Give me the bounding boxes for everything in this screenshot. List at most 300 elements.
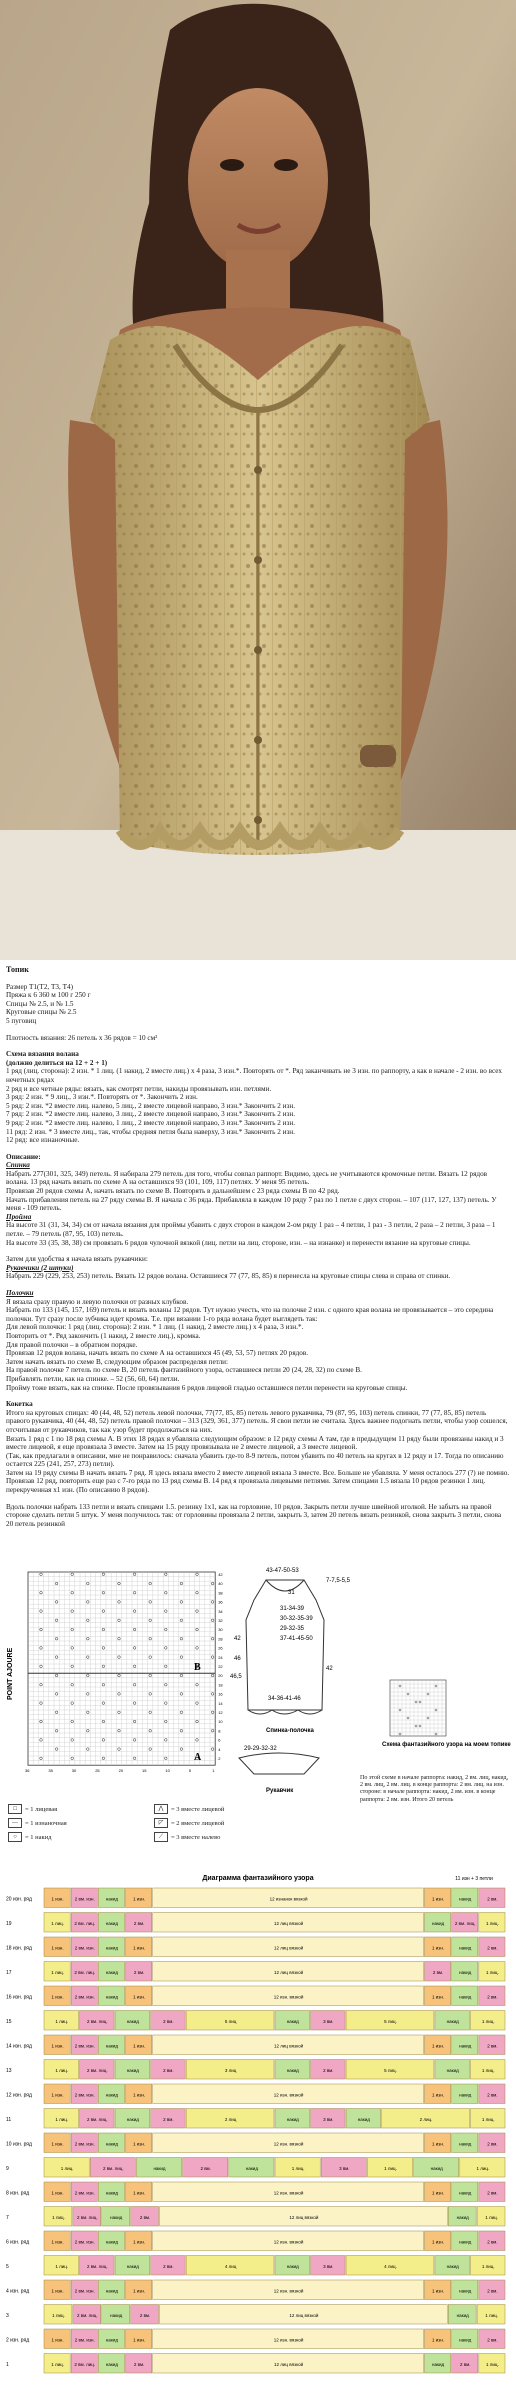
pattern-cell-label: 1 лиц. [55, 2067, 69, 2073]
pattern-cell-label: 1 лиц. [51, 1969, 64, 1975]
pattern-cell-label: 1 изн. [133, 2092, 146, 2098]
pattern-cell-label: накид [105, 2288, 118, 2294]
pattern-row-label: 11 [6, 2116, 12, 2123]
pattern-rows [6, 1888, 505, 2373]
pattern-cell-label: 2 вм. лиц. [86, 2116, 108, 2122]
sleeve-caption: Рукавчик [266, 1788, 294, 1794]
pattern-cell-label: 1 лиц. [481, 2018, 495, 2024]
col-number: 25 [95, 1768, 100, 1774]
pattern-cell-label: 2 вм. изн. [74, 1994, 95, 2000]
pattern-cell-label: 5 лиц [224, 2018, 237, 2024]
pattern-cell-label: 12 изн. вязкой [273, 2288, 304, 2294]
pattern-cell-label: 2 вм. лиц. [76, 2312, 98, 2318]
pattern-row-label: 3 [6, 2312, 9, 2319]
schematic-num: 42 [234, 1636, 241, 1642]
pattern-cell-label: 12 лиц вязкой [274, 2043, 304, 2049]
pattern-row-label: 14 изн. ряд [6, 2043, 32, 2050]
meta-line: Круговые спицы № 2.5 [6, 1008, 77, 1017]
fronts-heading: Полочки [6, 1289, 34, 1297]
pattern-cell-label: 2 вм. изн. [74, 2239, 95, 2245]
pattern-cell-label: накид [456, 2312, 469, 2318]
legend-symbol: ⟋ [154, 1832, 168, 1842]
pattern-cell-label: накид [459, 2092, 472, 2098]
pattern-cell-label: 2 вм. изн. [74, 2337, 95, 2343]
schematic-num: 31 [288, 1590, 295, 1596]
pattern-cell-label: 1 изн. [432, 1896, 445, 1902]
pattern-cell-label: 1 изн. [432, 2288, 445, 2294]
pattern-cell-label: накид [459, 1945, 472, 1951]
row-number: 4 [218, 1746, 221, 1752]
pattern-cell-label: 3 вм. [323, 2018, 334, 2024]
pattern-cell-label: 4 лиц. [384, 2263, 397, 2269]
pattern-cell-label: накид [456, 2214, 469, 2220]
pattern-svg [4, 1870, 512, 2385]
pattern-cell-label: 2 вм. [432, 1969, 444, 1975]
pattern-cell-label: накид [245, 2165, 258, 2171]
pattern-cell-label: 4 лиц [224, 2263, 237, 2269]
sleeves-intro: Затем для удобства я начала вязать рукавчики: [6, 1255, 148, 1264]
wave-line: 2 ряд и все четные ряды: вязать, как смотрят петли, накиды провязывать изн. петлями. [6, 1084, 272, 1093]
pattern-cell-label: 1 изн. [133, 2043, 146, 2049]
legend-item [8, 1804, 57, 1814]
yoke-line: Вязать 1 ряд с 1 по 18 ряд схемы А. В этих 18 рядах я убавляла следующим образом: в 12 ряду схемы А там, где в предыдущем 11 ряду были провязаны накид и 3 вместе лицевой, я еще провязала 3 вместе. Затем на 15 ряду провязывала не 2 вместе лицевой, а 3 вместе лицевой. [6, 1434, 504, 1452]
pattern-cell-label: 2 вм. изн. [74, 2288, 95, 2294]
pattern-cell-label: 2 вм. [487, 1896, 498, 1902]
document-title: Топик [6, 965, 29, 974]
wave-heading: Схема вязания волана [6, 1050, 79, 1059]
pattern-row-label: 2 изн. ряд [6, 2337, 30, 2344]
pattern-cell-label: 1 изн. [51, 2190, 64, 2196]
pattern-cell-label: накид [126, 2067, 139, 2073]
yoke-line: Итого на круговых спицах: 40 (44, 48, 52) петель левой полочки, 77(77, 85, 85) петель левого рукавчика, 79 (87, 95, 103) петель спинки, 77 (77, 85, 85) петель правого рукавчика, 40 (44, 48, 52) петель правой полочки – 313 (329, 361, 377) петель. Я свои петли не считала. Здесь важнее подогнать петли, чтобы узор сошелся, отсчитывая от рукавчиков, так как узор будет продолжаться на них. [6, 1408, 508, 1434]
fancy-pattern-diagram [4, 1870, 512, 2385]
pattern-cell-label: накид [105, 1969, 118, 1975]
pattern-cell-label: 1 изн. [133, 2190, 146, 2196]
pattern-cell-label: 3 вм. [323, 2116, 334, 2122]
pattern-cell-label: накид [446, 2018, 459, 2024]
pattern-cell-label: 1 изн. [51, 2239, 64, 2245]
row-number: 2 [218, 1756, 221, 1761]
pattern-cell-label: 1 изн. [51, 2141, 64, 2147]
yoke-line: Затем на 19 ряду схемы В начать вязать 7 ряд. Я здесь вязала вместо 2 вместе лицевой вязала 3 вместе. Все. Больше не убавляла. У меня осталось 277 (?) не помню. Провязав 12 ряд, повторить еще раз с 7-го ряда по 13 ряд схемы В. 14 ряд я провязала лицевыми петлями. Затем спицами 1.5 вязала 10 рядов резинки 1 лиц. перекрученная х1 изн. (По описанию 8 рядов). [6, 1468, 510, 1495]
wave-line: 7 ряд: 2 изн. *2 вместе лиц. налево, 3 лиц., 2 вместе лицевой направо, 3 изн.* Закончить 2 изн. [6, 1110, 296, 1119]
col-number: 35 [48, 1768, 53, 1774]
pattern-cell-label: 2 вм. [323, 2067, 334, 2073]
row-number: 14 [218, 1700, 223, 1706]
legend-symbol: ○ [8, 1832, 22, 1842]
pattern-row-label: 15 [6, 2018, 12, 2025]
pattern-cell-label: накид [459, 2239, 472, 2245]
pattern-row-label: 16 изн. ряд [6, 1994, 32, 2001]
pattern-cell-label: 2 вм. лиц. [102, 2165, 124, 2171]
legend-label: = 3 вместе налево [171, 1833, 221, 1841]
pattern-cell-label: 1 изн. [432, 2239, 445, 2245]
row-number: 16 [218, 1691, 223, 1697]
chart-a-label: А [194, 1752, 202, 1763]
pattern-cell-label: 1 изн. [51, 2288, 64, 2294]
pattern-cell-label: 3 вм. [339, 2165, 350, 2171]
pattern-cell-label: 2 вм. [487, 1994, 498, 2000]
pattern-cell-label: накид [105, 2092, 118, 2098]
pattern-cell-label: 2 вм. лиц. [86, 2263, 108, 2269]
pattern-cell-label: накид [105, 1920, 118, 1926]
pattern-cell-label: 2 вм. [139, 2214, 151, 2220]
pattern-cell-label: накид [110, 2312, 123, 2318]
legend-item [8, 1832, 51, 1842]
wave-line: 3 ряд: 2 изн. * 9 лиц., 3 изн.*. Повторять от *. Закончить 2 изн. [6, 1093, 198, 1102]
pattern-row-label: 10 изн. ряд [6, 2141, 32, 2148]
pattern-cell-label: 12 изн. вязкой [273, 1994, 304, 2000]
schematic-num: 34-36-41-46 [268, 1696, 301, 1702]
pattern-cell-label: 12 лиц вязкой [289, 2214, 319, 2220]
pattern-cell-label: накид [459, 2288, 472, 2294]
pattern-cell-label: накид [105, 2141, 118, 2147]
pattern-cell-label: накид [110, 2214, 123, 2220]
pattern-cell-label: 1 изн. [133, 1994, 146, 2000]
pattern-cell-label: 2 вм. [163, 2263, 174, 2269]
pattern-cell-label: 1 изн. [133, 2141, 146, 2147]
pattern-cell-label: накид [459, 1994, 472, 2000]
density-line: Плотность вязания: 26 петель х 36 рядов = 10 см² [6, 1033, 158, 1042]
col-number: 15 [142, 1768, 147, 1774]
row-number: 22 [218, 1664, 223, 1669]
sleeves-line: Набрать 229 (229, 253, 253) петель. Вязать 12 рядов волана. Оставшиеся 77 (77, 85, 85) я перенесла на круговые спицы слева и справа от спинки. [6, 1272, 451, 1281]
pattern-cell-label: накид [459, 1896, 472, 1902]
pattern-cell-label: 2 лиц. [419, 2116, 433, 2122]
pattern-cell-label: накид [105, 2337, 118, 2343]
row-number: 12 [218, 1710, 223, 1715]
pattern-cell-label: 2 вм. изн. [74, 2190, 95, 2196]
fronts-line: Провязав 12 рядов волана, начать вязать по схеме А на оставшихся 45 (49, 53, 57) петлях 20 рядов. [6, 1349, 309, 1358]
pattern-cell-label: 2 вм. [200, 2165, 211, 2171]
pattern-cell-label: 3 лиц [224, 2067, 237, 2073]
row-number: 36 [218, 1599, 223, 1605]
pattern-cell-label: 1 изн. [51, 2043, 64, 2049]
legend-item [8, 1818, 67, 1828]
col-number: 30 [71, 1768, 77, 1774]
legend-symbol: ◸ [154, 1818, 168, 1828]
meta-line: Спицы № 2.5, и № 1.5 [6, 999, 74, 1008]
left-axis-label: POINT AJOURE [7, 1647, 14, 1700]
pattern-cell-label: 2 вм. [133, 2361, 145, 2367]
meta-line: 5 пуговиц [6, 1016, 37, 1025]
pattern-cell-label: накид [459, 1969, 472, 1975]
symbol-legend [4, 1800, 324, 1846]
row-number: 28 [218, 1636, 223, 1642]
fronts-line: Я вязала сразу правую и левую полочки от разных клубков. [6, 1297, 189, 1306]
pattern-cell-label: 1 лиц. [55, 2263, 69, 2269]
schematic-num: 46,5 [230, 1674, 242, 1680]
pattern-cell-label: 1 лиц. [52, 2312, 65, 2318]
pattern-cell-label: 1 изн. [133, 2239, 146, 2245]
schematic-num: 31-34-39 [280, 1606, 305, 1612]
row-number: 32 [218, 1618, 223, 1623]
legend-label: = 2 вместе лицевой [171, 1819, 225, 1827]
pattern-cell-label: 2 вм. [487, 2190, 498, 2196]
pattern-description [6, 966, 510, 1528]
fronts-line: На правой полочке 7 петель по схеме В, 20 петель фантазийного узора, оставшиеся петли 20 (24, 28, 32) по схеме В. [6, 1366, 362, 1375]
pattern-cell-label: накид [430, 2165, 443, 2171]
pattern-cell-label: 12 изн. вязкой [273, 2337, 304, 2343]
schematic-top-label: 43-47-50-53 [266, 1568, 299, 1574]
pattern-cell-label: 2 вм. изн. [74, 2092, 95, 2098]
pattern-cell-label: 2 вм. лиц. [86, 2067, 108, 2073]
pattern-cell-label: накид [446, 2067, 459, 2073]
pattern-cell-label: 2 вм. [487, 2337, 498, 2343]
pattern-cell-label: 12 изн. вязкой [273, 2239, 304, 2245]
legend-item [154, 1818, 224, 1828]
pattern-cell-label: 2 вм. [487, 2092, 498, 2098]
pattern-cell-label: 1 изн. [432, 1994, 445, 2000]
pattern-cell-label: 1 изн. [51, 1994, 64, 2000]
pattern-cell-label: 2 вм. изн. [74, 2141, 95, 2147]
back-line: Начать прибавления петель на 27 ряду схемы В. Я начала с 36 ряда. Прибавляла в каждом 10 ряду 7 раз по 1 петле с двух сторон. – 107 (117, 127, 137) петель. У меня - 109 петель. [6, 1195, 497, 1213]
pattern-cell-label: 2 вм. [163, 2067, 174, 2073]
pattern-cell-label: накид [105, 1896, 118, 1902]
pattern-cell-label: 1 изн. [432, 2190, 445, 2196]
pattern-row-label: 1 [6, 2361, 9, 2368]
yoke-heading: Кокетка [6, 1400, 33, 1409]
pattern-cell-label: 1 изн. [133, 2337, 146, 2343]
pattern-cell-label: 2 вм. [133, 1920, 145, 1926]
pattern-cell-label: 2 вм. [487, 1945, 498, 1951]
sleeve-nums: 29-29-32-32 [244, 1746, 277, 1752]
pattern-cell-label: накид [286, 2018, 299, 2024]
wave-subheading: (должно делиться на 12 + 2 + 1) [6, 1058, 108, 1067]
pattern-cell-label: 12 изн. вязкой [273, 2141, 304, 2147]
description-heading: Описание: [6, 1152, 41, 1161]
pattern-cell-label: 2 вм. лиц. [74, 1969, 96, 1975]
pattern-cell-label: 2 вм. лиц. [74, 1920, 96, 1926]
yoke-line: (Так, как предлагали в описании, мне не понравилось: сначала убавить где-то 8-9 петель, потом убавить по 40 петель на кругах в 12 ряду и 17. Тогда по описанию остается 225 (241, 257, 273) петли). [6, 1451, 504, 1469]
fronts-line: Набрать по 133 (145, 157, 169) петель и вязать воланы 12 рядов. Тут нужно учесть, что на полочке 2 изн. с одного края волана не провязывается – это середина полочки. Тут сразу после зубчика идет кромка. Т.е. при вязании 1-го ряда волана будет выглядеть так: [6, 1306, 494, 1323]
pattern-cell-label: накид [459, 2190, 472, 2196]
pattern-cell-label: накид [459, 2043, 472, 2049]
wave-line: 9 ряд: 2 изн. *2 вместе лиц. налево, 1 лиц., 2 вместе лицевой направо, 3 изн.* Закончить 2 изн. [6, 1118, 296, 1127]
pattern-cell-label: накид [105, 2043, 118, 2049]
pattern-cell-label: 2 вм. [139, 2312, 151, 2318]
pattern-cell-label: накид [357, 2116, 370, 2122]
pattern-cell-label: накид [459, 2141, 472, 2147]
schematic-num: 37-41-45-50 [280, 1636, 313, 1642]
pattern-cell-label: накид [286, 2263, 299, 2269]
pattern-cell-label: 1 лиц. [384, 2165, 397, 2171]
row-number: 10 [218, 1719, 223, 1725]
armhole-line: На высоте 33 (35, 38, 38) см провязать 6 рядов чулочной вязкой (лиц. петли на лиц. стороне, изн. – на изнанке) и перенести вязание на круговые спицы. [6, 1238, 471, 1247]
fan-pattern-small-chart [390, 1680, 446, 1736]
pattern-cell-label: 2 вм. [487, 2288, 498, 2294]
pattern-cell-label: накид [153, 2165, 166, 2171]
row-number: 30 [218, 1627, 223, 1633]
pattern-cell-label: 1 изн. [51, 2092, 64, 2098]
schematic-num: 29-32-35 [280, 1626, 305, 1632]
row-number: 34 [218, 1608, 223, 1614]
pattern-cell-label: накид [432, 1920, 445, 1926]
armhole-heading: Пройма [6, 1212, 32, 1221]
legend-label: = 1 накид [25, 1833, 52, 1841]
pattern-cell-label: 2 вм. [163, 2116, 174, 2122]
fan-title: Схема фантазийного узора на моем топике [382, 1742, 511, 1748]
meta-line: Размер Т1(Т2, Т3, Т4) [6, 982, 73, 991]
meta-line: Пряжа к 6 360 м 100 г 250 г [6, 991, 91, 1000]
legend-symbol: □ [8, 1804, 22, 1814]
pattern-cell-label: накид [286, 2116, 299, 2122]
legend-symbol: — [8, 1818, 22, 1828]
pattern-cell-label: 2 лиц [224, 2116, 237, 2122]
wave-line: 1 ряд (лиц. сторона): 2 изн. * 1 лиц. (1 накид, 2 вместе лиц.) х 4 раза, 3 изн.*. Повторять от *. Ряд заканчивать не 3 изн. по раппорту, а как в начале - 2 изн. во всех нечетных рядах [6, 1067, 502, 1084]
fronts-line: Затем начать вязать по схеме В, следующим образом распределяя петли: [6, 1357, 229, 1366]
pattern-cell-label: 5 лиц. [384, 2018, 397, 2024]
pattern-cell-label: накид [126, 2018, 139, 2024]
pattern-cell-label: 2 вм. лиц. [74, 2361, 96, 2367]
pattern-cell-label: 12 изнанок вязкой [269, 1896, 308, 1902]
pattern-row-label: 20 изн. ряд [6, 1896, 32, 1903]
pattern-cell-label: накид [105, 2239, 118, 2245]
pattern-row-label: 19 [6, 1920, 12, 1927]
row-number: 26 [218, 1645, 223, 1651]
schematic-num: 7-7,5-5,5 [326, 1578, 351, 1584]
col-number: 1 [212, 1768, 215, 1774]
fan-pattern-description: По этой схеме в начале раппорта: накид, 2 вм. лиц, накид, 2 вм. лиц, 2 вм. лиц. в конце раппорта: 2 вм. лиц. на изн. стороне: в начале раппорта: накид, 2 вм. изн. в конце раппорта: 2 вм. изн. Итого 20 петель [360, 1775, 509, 1803]
legend-label: = 3 вместе лицевой [171, 1805, 225, 1813]
pattern-cell-label: 2 вм. [163, 2018, 174, 2024]
garment-photo [0, 0, 516, 960]
pattern-cell-label: 1 изн. [51, 2337, 64, 2343]
chart-b-label: В [194, 1662, 201, 1673]
pattern-cell-label: 1 лиц. [486, 2361, 499, 2367]
schematic-num: 46 [234, 1656, 241, 1662]
photo-illustration [0, 0, 516, 960]
pattern-cell-label: 2 вм. изн. [74, 1945, 95, 1951]
pattern-cell-label: 12 лиц вязкой [274, 1969, 304, 1975]
pattern-row-label: 9 [6, 2165, 9, 2172]
pattern-cell-label: 2 вм. изн. [74, 2043, 95, 2049]
pattern-cell-label: 2 вм. [487, 2043, 498, 2049]
pattern-cell-label: 1 лиц. [481, 2263, 495, 2269]
pattern-cell-label: 2 вм. [460, 2361, 471, 2367]
fronts-line: Для левой полочки: 1 ряд (лиц. сторона): 2 изн. * 1 лиц. (1 накид, 2 вместе лиц.) х 4 раза, 3 изн.*. [6, 1323, 304, 1332]
wave-line: 5 ряд: 2 изн. *2 вместе лиц. налево, 5 лиц., 2 вместе лицевой направо, 3 изн.* Закончить 2 изн. [6, 1101, 296, 1110]
sleeves-heading: Рукавчики (2 штуки) [6, 1263, 74, 1272]
pattern-cell-label: 1 лиц. [481, 2116, 495, 2122]
row-number: 20 [218, 1673, 223, 1679]
fronts-line: Прибавлять петли, как на спинке. – 52 (56, 60, 64) петли. [6, 1374, 180, 1383]
knitting-charts [4, 1560, 512, 1800]
legend-label: = 1 лицевая [25, 1805, 58, 1813]
pattern-cell-label: 1 лиц. [486, 1969, 499, 1975]
pattern-cell-label: 1 лиц. [485, 2214, 498, 2220]
pattern-cell-label: 5 лиц. [384, 2067, 397, 2073]
schematic-num: 30-32-35-39 [280, 1616, 313, 1622]
pattern-cell-label: 1 изн. [432, 2043, 445, 2049]
pattern-row-label: 7 [6, 2214, 9, 2221]
row-number: 40 [218, 1581, 223, 1587]
pattern-cell-label: 12 изн. вязкой [273, 2092, 304, 2098]
pattern-cell-label: 1 лиц. [55, 2018, 69, 2024]
pattern-row-label: 18 изн. ряд [6, 1945, 32, 1952]
pattern-cell-label: 2 вм. [487, 2239, 498, 2245]
row-number: 24 [218, 1654, 223, 1660]
pattern-title: Диаграмма фантазийного узора [202, 1875, 314, 1882]
pattern-cell-label: 12 лиц вязкой [289, 2312, 319, 2318]
pattern-cell-label: 1 лиц. [60, 2165, 74, 2171]
pattern-cell-label: накид [105, 1994, 118, 2000]
col-number: 5 [188, 1768, 192, 1774]
pattern-row-label: 17 [6, 1969, 12, 1976]
pattern-cell-label: 1 лиц. [481, 2067, 495, 2073]
pattern-cell-label: 3 вм. [323, 2263, 334, 2269]
pattern-cell-label: накид [105, 1945, 118, 1951]
pattern-cell-label: 1 лиц. [485, 2312, 498, 2318]
pattern-cell-label: 2 вм. лиц. [86, 2018, 108, 2024]
pattern-cell-label: 1 изн. [432, 2337, 445, 2343]
row-number: 18 [218, 1682, 223, 1688]
pattern-row-label: 4 изн. ряд [6, 2288, 30, 2295]
pattern-cell-label: 1 изн. [432, 2092, 445, 2098]
pattern-cell-label: 2 вм. [133, 1969, 145, 1975]
charts-svg [4, 1560, 512, 1800]
row-number: 8 [218, 1728, 221, 1734]
armhole-line: На высоте 31 (31, 34, 34) см от начала вязания для проймы убавить с двух сторон в каждом 2-ом ряду 1 раз – 4 петли, 1 раз - 3 петли, 2 раза – 2 петли, 3 раза – 1 петле. – 79 петель (87, 95, 103) петель. [6, 1221, 496, 1239]
legend-label: = 1 изнаночная [25, 1819, 67, 1827]
pattern-cell-label: накид [432, 2361, 445, 2367]
fronts-line: Пройму тоже вязать, как на спинке. После провязывания 6 рядов лицевой гладью оставшиеся петли перенести на круговые спицы. [6, 1383, 408, 1392]
schematic-caption: Спинка-полочка [266, 1728, 314, 1734]
pattern-row-label: 8 изн. ряд [6, 2190, 30, 2197]
fronts-line: Для правой полочки – в обратном порядке. [6, 1340, 138, 1349]
col-number: 10 [165, 1768, 170, 1774]
pattern-cell-label: 1 лиц. [486, 1920, 499, 1926]
row-number: 42 [218, 1572, 223, 1577]
legend-item [154, 1804, 224, 1814]
pattern-cell-label: 1 лиц. [291, 2165, 305, 2171]
pattern-cell-label: 1 изн. [133, 2288, 146, 2294]
pattern-cell-label: накид [105, 2190, 118, 2196]
back-line: Набрать 277(301, 325, 349) петель. Я набирала 279 петель для того, чтобы совпал раппорт. Видимо, здесь не учитываются кромочные петли. Вязать 12 рядов волана. 13 ряд начать вязать по схеме А на оставшихся 93 (101, 109, 117) петлях. У меня 95 петель. [6, 1169, 488, 1187]
pattern-cell-label: 1 лиц. [51, 1920, 64, 1926]
back-heading: Спинка [6, 1161, 30, 1170]
pattern-cell-label: 1 изн. [51, 1896, 64, 1902]
pattern-cell-label: 2 вм. изн. [74, 1896, 95, 1902]
sleeve-schematic [239, 1746, 319, 1794]
pattern-cell-label: 1 лиц. [55, 2116, 69, 2122]
legend-symbol: ⋀ [154, 1804, 168, 1814]
pattern-cell-label: 2 вм. лиц. [454, 1920, 476, 1926]
pattern-row-label: 13 [6, 2067, 12, 2074]
pattern-cell-label: 12 изн. вязкой [273, 2190, 304, 2196]
pattern-row-label: 6 изн. ряд [6, 2239, 30, 2246]
wave-line: 12 ряд: все изнаночные. [6, 1136, 80, 1145]
pattern-cell-label: накид [459, 2337, 472, 2343]
pattern-cell-label: 1 изн. [133, 1896, 146, 1902]
pattern-cell-label: 12 лиц вязкой [274, 2361, 304, 2367]
pattern-cell-label: накид [105, 2361, 118, 2367]
pattern-cell-label: накид [446, 2263, 459, 2269]
pattern-cell-label: 2 вм. [487, 2141, 498, 2147]
wave-line: 11 ряд: 2 изн. * 3 вместе лиц., так, чтобы средняя петля была наверху, 3 изн.* Закончить 2 изн. [6, 1127, 295, 1136]
legend-item [154, 1832, 220, 1842]
pattern-cell-label: 2 вм. лиц. [76, 2214, 98, 2220]
pattern-cell-label: 1 изн. [432, 2141, 445, 2147]
pattern-cell-label: 12 лиц вязкой [274, 1920, 304, 1926]
col-number: 36 [25, 1768, 30, 1774]
pattern-cell-label: накид [286, 2067, 299, 2073]
pattern-cell-label: 12 лиц вязкой [274, 1945, 304, 1951]
pattern-cell-label: 1 изн. [51, 1945, 64, 1951]
back-front-schematic [230, 1568, 351, 1734]
edge-line: Вдоль полочки набрать 133 петли и вязать спицами 1.5. резинку 1х1, как на горловине, 10 рядов. Закрыть петли лучше швейной иголкой. Не забыть на правой стороне сделать петли 5 штук. У меня получилось так: от горловины провязала 2 петли, закрыть 3, затем 20 петель вязать резинкой, снова закрыть 3 петли, снова 20 петель резинкой [6, 1502, 502, 1528]
col-number: 20 [118, 1768, 124, 1774]
